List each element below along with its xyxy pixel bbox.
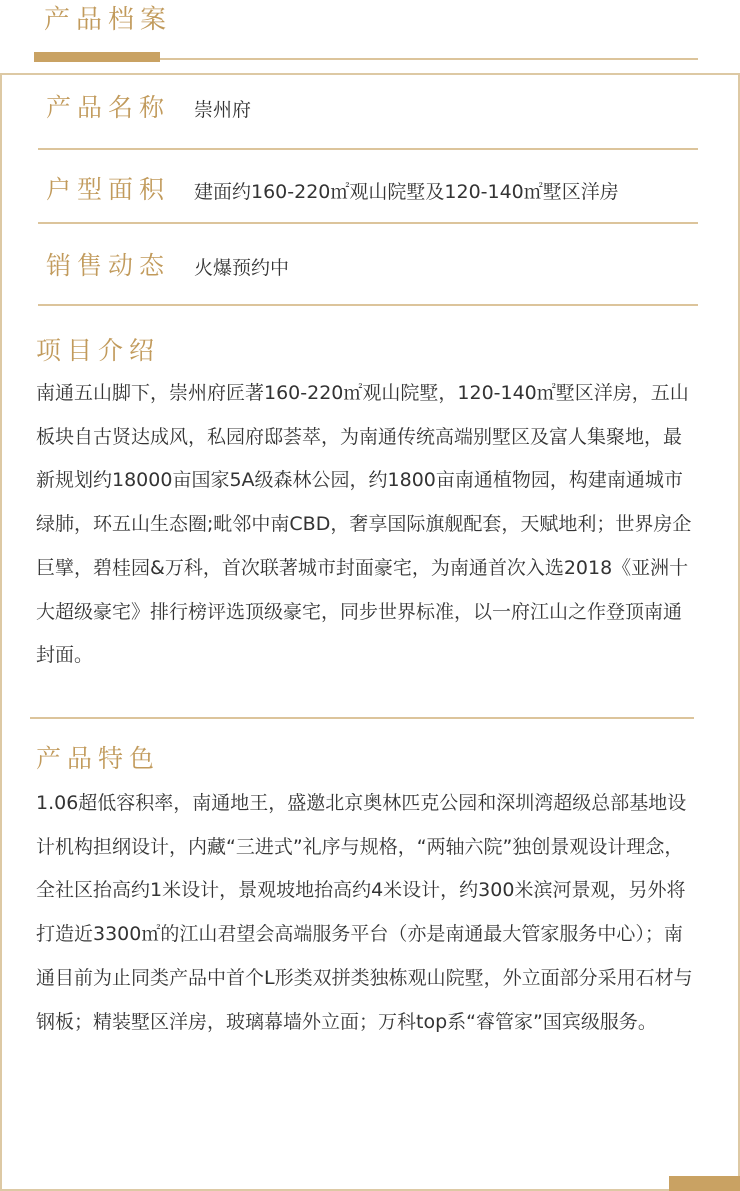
sales-status-row — [38, 224, 698, 306]
features-paragraph: 1.06超低容积率，南通地王，盛邀北京奥林匹克公园和深圳湾超级总部基地设计机构担纲设计，内藏“三进式”礼序与规格，“两轴六院”独创景观设计理念，全社区抬高约1米设计，景观坡地抬高约4米设计，约300米滨河景观，另外将打造近3300㎡的江山君望会高端服务平台（亦是南通最大管家服务中心）；南通目前为止同类产品中首个L形类双拼类独栋观山院墅，外立面部分采用石材与钢板；精装墅区洋房，玻璃幕墙外立面；万科top系“睿管家”国宾级服务。 — [36, 792, 693, 1033]
title-divider-line — [160, 58, 698, 60]
intro-paragraph: 南通五山脚下，崇州府匠著160-220㎡观山院墅，120-140㎡墅区洋房，五山板块自古贤达成风，私园府邸荟萃，为南通传统高端别墅区及富人集聚地，最新规划约18000亩国家5A级森林公园，约1800亩南通植物园，构建南通城市绿肺，环五山生态圈;毗邻中南CBD，奢享国际旗舰配套，天赋地利；世界房企巨擘，碧桂园&万科，首次联著城市封面豪宅，为南通首次入选2018《亚洲十大超级豪宅》排行榜评选顶级豪宅，同步世界标准，以一府江山之作登顶南通封面。 — [36, 382, 692, 667]
features-section-title: 产品特色 — [36, 744, 161, 773]
title-accent-bar — [34, 52, 160, 62]
product-name-value: 崇州府 — [194, 99, 252, 121]
product-name-row — [38, 70, 698, 150]
page-title: 产品档案 — [44, 5, 173, 35]
unit-area-label: 户型面积 — [46, 175, 171, 204]
unit-area-row — [38, 142, 698, 224]
sales-status-value: 火爆预约中 — [194, 257, 290, 279]
section-divider — [30, 717, 694, 719]
unit-area-value: 建面约160-220㎡观山院墅及120-140㎡墅区洋房 — [194, 181, 619, 203]
intro-section-title: 项目介绍 — [36, 336, 161, 365]
bottom-accent-bar — [669, 1176, 740, 1191]
product-name-label: 产品名称 — [46, 93, 171, 122]
sales-status-label: 销售动态 — [46, 251, 171, 280]
